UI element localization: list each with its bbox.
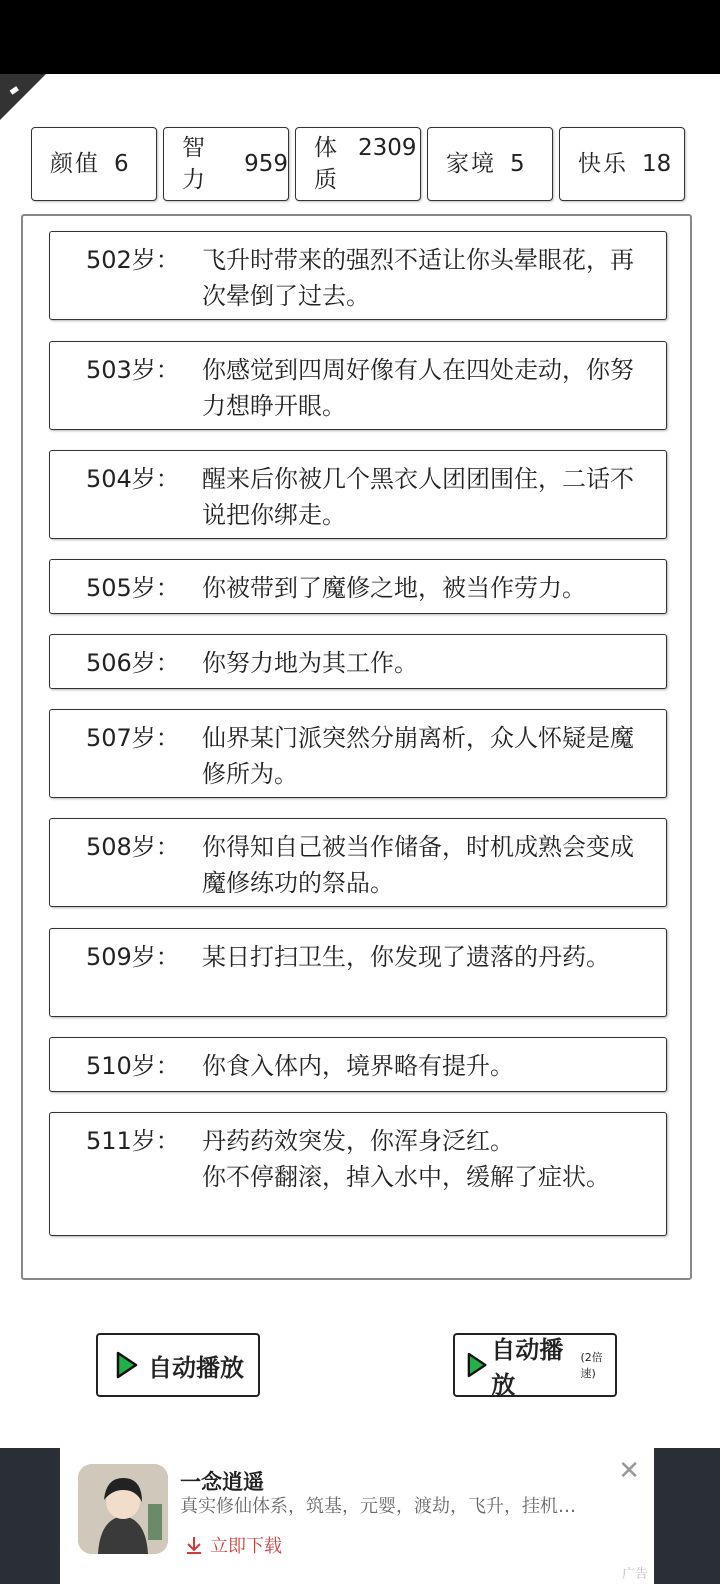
stat-family bbox=[427, 127, 553, 201]
stats-bar bbox=[31, 127, 691, 201]
play-icon bbox=[467, 1351, 487, 1379]
entry-text: 仙界某门派突然分崩离析，众人怀疑是魔修所为。 bbox=[202, 724, 634, 788]
stat-appearance bbox=[31, 127, 157, 201]
entry-age: 502岁： bbox=[86, 246, 180, 274]
stat-intelligence bbox=[163, 127, 289, 201]
entry-age: 511岁： bbox=[86, 1127, 180, 1155]
log-entry bbox=[49, 559, 667, 614]
entry-age: 504岁： bbox=[86, 465, 180, 493]
stat-value: 959 bbox=[244, 151, 288, 177]
stat-happiness bbox=[559, 127, 685, 201]
entry-age: 506岁： bbox=[86, 649, 180, 677]
entry-age: 505岁： bbox=[86, 574, 180, 602]
entry-age: 507岁： bbox=[86, 724, 180, 752]
download-label: 立即下载 bbox=[210, 1536, 282, 1557]
log-entry bbox=[49, 341, 667, 430]
ad-title: 一念逍遥 bbox=[180, 1470, 264, 1494]
entry-text: 你被带到了魔修之地，被当作劳力。 bbox=[202, 574, 586, 602]
entry-age: 509岁： bbox=[86, 943, 180, 971]
entry-text: 飞升时带来的强烈不适让你头晕眼花，再次晕倒了过去。 bbox=[202, 246, 634, 310]
ad-banner[interactable] bbox=[60, 1448, 654, 1584]
log-entry bbox=[49, 450, 667, 539]
stat-value: 18 bbox=[642, 151, 672, 177]
auto-play-fast-label: 自动播放 bbox=[491, 1336, 564, 1399]
stat-label: 颜值 bbox=[50, 151, 100, 177]
ad-tag: 广告 bbox=[621, 1567, 648, 1582]
stat-constitution bbox=[295, 127, 421, 201]
log-entry bbox=[49, 634, 667, 689]
auto-play-fast-button[interactable] bbox=[453, 1333, 617, 1397]
download-icon bbox=[184, 1535, 204, 1555]
close-icon[interactable]: ✕ bbox=[618, 1456, 640, 1486]
entry-text: 你食入体内，境界略有提升。 bbox=[202, 1052, 514, 1080]
entry-text: 丹药药效突发，你浑身泛红。 你不停翻滚，掉入水中，缓解了症状。 bbox=[202, 1127, 610, 1191]
stat-label: 智力 bbox=[182, 135, 207, 193]
stat-value: 5 bbox=[510, 151, 525, 177]
log-entry bbox=[49, 709, 667, 798]
entry-text: 醒来后你被几个黑衣人团团围住，二话不说把你绑走。 bbox=[202, 465, 634, 529]
ad-app-icon[interactable] bbox=[78, 1464, 168, 1554]
log-entry bbox=[49, 928, 667, 1017]
stat-label: 体质 bbox=[314, 135, 337, 193]
log-entry bbox=[49, 818, 667, 907]
log-entry bbox=[49, 231, 667, 320]
play-icon bbox=[116, 1351, 138, 1379]
stat-value: 6 bbox=[114, 151, 129, 177]
ad-description: 真实修仙体系，筑基，元婴，渡劫，飞升，挂机… bbox=[180, 1496, 576, 1517]
log-entry bbox=[49, 1037, 667, 1092]
stat-value: 2309 bbox=[358, 135, 417, 161]
entry-age: 503岁： bbox=[86, 356, 180, 384]
status-bar bbox=[0, 0, 720, 74]
auto-play-label: 自动播放 bbox=[148, 1353, 244, 1382]
entry-text: 某日打扫卫生，你发现了遗落的丹药。 bbox=[202, 943, 610, 971]
entry-text: 你努力地为其工作。 bbox=[202, 649, 418, 677]
auto-play-button[interactable] bbox=[96, 1333, 260, 1397]
log-entry bbox=[49, 1112, 667, 1236]
back-icon[interactable] bbox=[0, 74, 46, 120]
entry-text: 你感觉到四周好像有人在四处走动，你努力想睁开眼。 bbox=[202, 356, 634, 420]
entry-text: 你得知自己被当作储备，时机成熟会变成魔修练功的祭品。 bbox=[202, 833, 634, 897]
life-log-panel[interactable] bbox=[21, 214, 692, 1280]
entry-age: 510岁： bbox=[86, 1052, 180, 1080]
entry-age: 508岁： bbox=[86, 833, 180, 861]
stat-label: 快乐 bbox=[578, 151, 628, 177]
ad-download-link[interactable] bbox=[184, 1532, 282, 1558]
speed-label: (2倍速) bbox=[580, 1351, 603, 1380]
stat-label: 家境 bbox=[446, 151, 496, 177]
